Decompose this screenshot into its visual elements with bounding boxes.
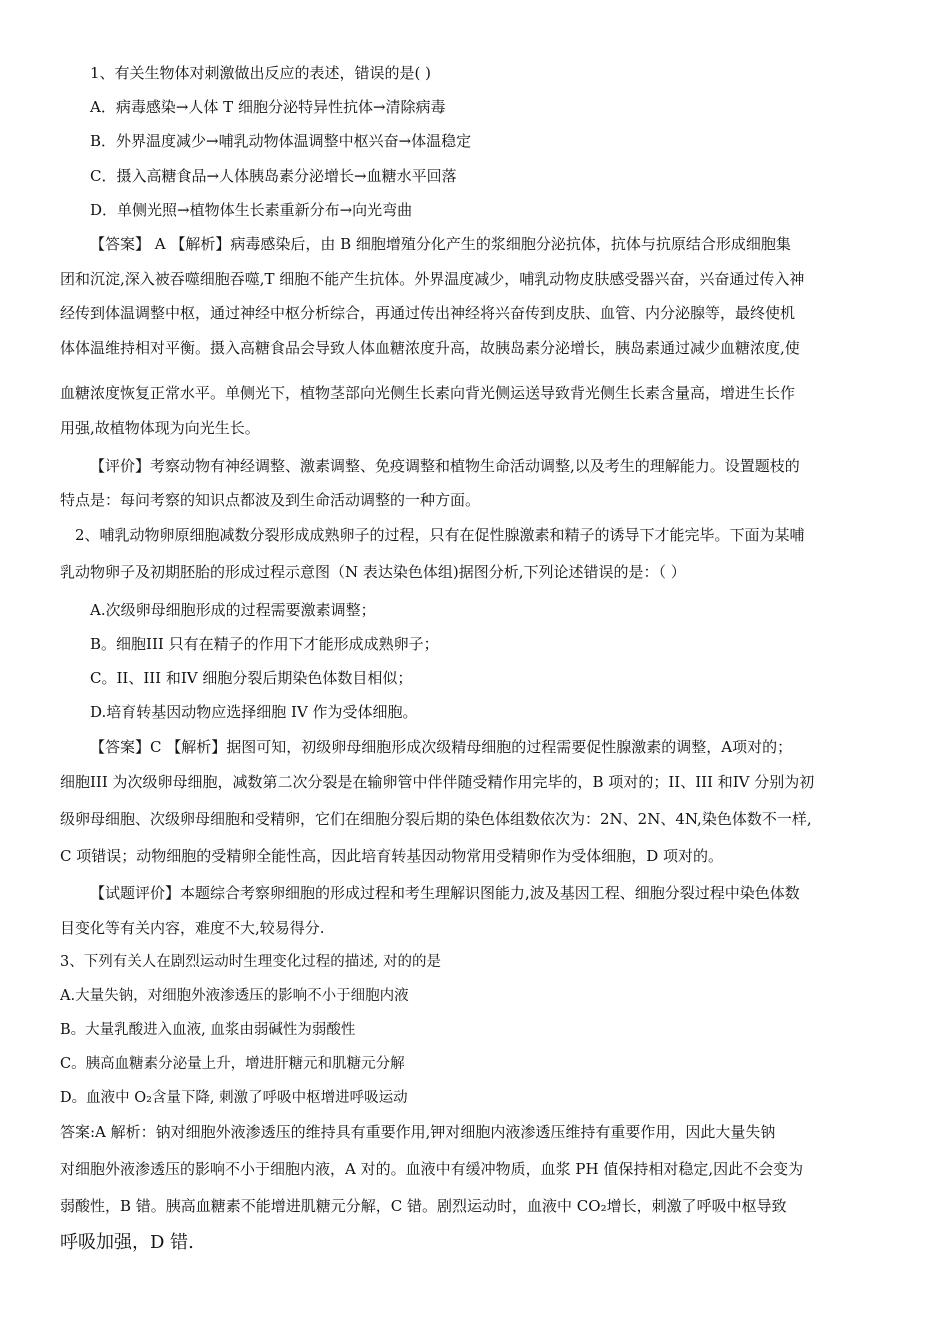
q1-stem: 1、有关生物体对刺激做出反应的表述，错误的是( ) bbox=[90, 64, 432, 82]
q1-option-c: C．摄入高糖食品→人体胰岛素分泌增长→血糖水平回落 bbox=[90, 167, 457, 185]
q2-eval-line: 【试题评价】本题综合考察卵细胞的形成过程和考生理解识图能力,波及基因工程、细胞分裂过程中染色体数 bbox=[90, 884, 800, 902]
q2-stem-line: 乳动物卵子及初期胚胎的形成过程示意图（N 表达染色体组)据图分析,下列论述错误的是：（ ） bbox=[60, 563, 686, 581]
q2-option-c: C。II、III 和IV 细胞分裂后期染色体数目相似； bbox=[90, 669, 413, 687]
q3-option-b: B。大量乳酸进入血液, 血浆由弱碱性为弱酸性 bbox=[60, 1022, 356, 1038]
q3-answer-line: 弱酸性，B 错。胰高血糖素不能增进肌糖元分解，C 错。剧烈运动时，血液中 CO₂增长，刺激了呼吸中枢导致 bbox=[60, 1197, 787, 1215]
q1-answer-line: 用强,故植物体现为向光生长。 bbox=[60, 419, 260, 437]
q2-answer-line: 【答案】C 【解析】据图可知，初级卵母细胞形成次级精母细胞的过程需要促性腺激素的调整，A项对的； bbox=[90, 738, 793, 756]
q3-option-d: D。血液中 O₂含量下降, 刺激了呼吸中枢增进呼吸运动 bbox=[60, 1090, 408, 1106]
q1-answer-line: 团和沉淀,深入被吞噬细胞吞噬,T 细胞不能产生抗体。外界温度减少，哺乳动物皮肤感受器兴奋，兴奋通过传入神 bbox=[60, 270, 805, 288]
q2-eval-line: 目变化等有关内容，难度不大,较易得分. bbox=[60, 919, 325, 937]
q1-eval-line: 特点是：每问考察的知识点都波及到生命活动调整的一种方面。 bbox=[60, 491, 481, 509]
q3-answer-line: 呼吸加强，D 错. bbox=[60, 1232, 194, 1253]
q1-option-b: B．外界温度减少→哺乳动物体温调整中枢兴奋→体温稳定 bbox=[90, 132, 472, 150]
q2-answer-line: C 项错误；动物细胞的受精卵全能性高，因此培育转基因动物常用受精卵作为受体细胞，D 项对的。 bbox=[60, 847, 724, 865]
q1-option-a: A．病毒感染→人体 T 细胞分泌特异性抗体→清除病毒 bbox=[90, 98, 446, 116]
q2-option-d: D.培育转基因动物应选择细胞 IV 作为受体细胞。 bbox=[90, 703, 418, 721]
q3-answer-line: 对细胞外液渗透压的影响不小于细胞内液，A 对的。血液中有缓冲物质，血浆 PH 值保持相对稳定,因此不会变为 bbox=[60, 1160, 804, 1178]
q2-answer-line: 细胞III 为次级卵母细胞，减数第二次分裂是在输卵管中伴伴随受精作用完毕的，B 项对的；II、III 和IV 分别为初 bbox=[60, 773, 815, 791]
q1-answer-line: 【答案】 A 【解析】病毒感染后，由 B 细胞增殖分化产生的浆细胞分泌抗体，抗体与抗原结合形成细胞集 bbox=[90, 235, 791, 253]
q1-answer-line: 血糖浓度恢复正常水平。单侧光下，植物茎部向光侧生长素向背光侧运送导致背光侧生长素含量高，增进生长作 bbox=[60, 384, 796, 402]
q1-eval-line: 【评价】考察动物有神经调整、激素调整、免疫调整和植物生命活动调整,以及考生的理解能力。设置题枝的 bbox=[90, 457, 800, 475]
q3-stem: 3、下列有关人在剧烈运动时生理变化过程的描述, 对的的是 bbox=[60, 954, 441, 970]
q3-option-c: C。胰高血糖素分泌量上升，增进肝糖元和肌糖元分解 bbox=[60, 1056, 405, 1072]
q1-answer-line: 体体温维持相对平衡。摄入高糖食品会导致人体血糖浓度升高，故胰岛素分泌增长，胰岛素通过减少血糖浓度,使 bbox=[60, 339, 800, 357]
q3-answer-line: 答案:A 解析：钠对细胞外液渗透压的维持具有重要作用,钾对细胞内液渗透压维持有重要作用，因此大量失钠 bbox=[60, 1123, 776, 1141]
q2-option-b: B。细胞III 只有在精子的作用下才能形成成熟卵子； bbox=[90, 635, 439, 653]
q1-option-d: D．单侧光照→植物体生长素重新分布→向光弯曲 bbox=[90, 201, 413, 219]
q3-option-a: A.大量失钠，对细胞外液渗透压的影响不小于细胞内液 bbox=[60, 988, 409, 1004]
q2-stem-line: 2、哺乳动物卵原细胞减数分裂形成成熟卵子的过程，只有在促性腺激素和精子的诱导下才能完毕。下面为某哺 bbox=[75, 526, 805, 544]
q2-answer-line: 级卵母细胞、次级卵母细胞和受精卵，它们在细胞分裂后期的染色体组数依次为：2N、2N、4N,染色体数不一样, bbox=[60, 810, 812, 828]
q1-answer-line: 经传到体温调整中枢，通过神经中枢分析综合，再通过传出神经将兴奋传到皮肤、血管、内分泌腺等，最终使机 bbox=[60, 304, 796, 322]
q2-option-a: A.次级卵母细胞形成的过程需要激素调整； bbox=[90, 601, 376, 619]
